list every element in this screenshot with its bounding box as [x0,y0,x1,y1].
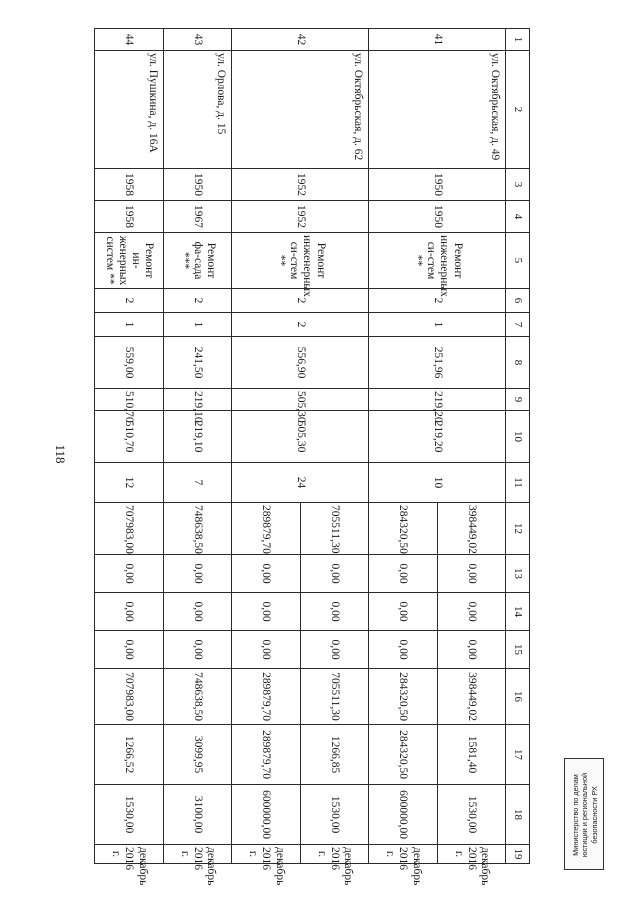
column-number-4: 4 [506,201,530,233]
cell-c15: 0,00 [300,631,369,669]
address: ул. Октябрьская, д. 49 [369,51,506,169]
total-area: 556,90 [232,337,369,389]
column-number-19: 19 [506,845,530,864]
cell-c12: 398449,02 [437,503,506,555]
cell-c17: 1266,52 [95,725,164,785]
year-built: 1952 [232,169,369,201]
column-number-7: 7 [506,313,530,337]
year-overhaul: 1950 [369,201,506,233]
header-row [506,29,530,864]
table-row [163,29,232,864]
column-number-2: 2 [506,51,530,169]
cell-c15: 0,00 [369,631,438,669]
cell-c15: 0,00 [95,631,164,669]
living-area: 219,10 [163,389,232,411]
year-built: 1950 [369,169,506,201]
column-number-5: 5 [506,233,530,289]
residents-count: 12 [95,463,164,503]
cell-c16: 289879,70 [232,669,301,725]
residents-count: 10 [369,463,506,503]
cell-c14: 0,00 [300,593,369,631]
column-6: 2 [232,289,369,313]
table-area [94,28,530,886]
cell-c12: 707983,00 [95,503,164,555]
residential-area: 505,30 [232,411,369,463]
residential-area: 510,70 [95,411,164,463]
register-table [94,28,530,886]
column-7: 1 [163,313,232,337]
cell-c14: 0,00 [437,593,506,631]
cell-c17: 1581,40 [437,725,506,785]
cell-c19: декабрь 2016 г. [369,845,438,864]
year-overhaul: 1958 [95,201,164,233]
cell-c13: 0,00 [300,555,369,593]
column-number-8: 8 [506,337,530,389]
record-number: 41 [369,29,506,51]
year-built: 1950 [163,169,232,201]
column-number-14: 14 [506,593,530,631]
living-area: 510,70 [95,389,164,411]
table-row [437,29,506,864]
work-type: Ремонт инженерных си-стем ** [369,233,506,289]
column-number-6: 6 [506,289,530,313]
cell-c15: 0,00 [163,631,232,669]
work-type: Ремонт инженерных си-стем ** [232,233,369,289]
record-number: 44 [95,29,164,51]
column-number-1: 1 [506,29,530,51]
cell-c13: 0,00 [163,555,232,593]
cell-c18: 1530,00 [95,785,164,845]
column-number-18: 18 [506,785,530,845]
cell-c12: 705511,30 [300,503,369,555]
year-built: 1958 [95,169,164,201]
cell-c14: 0,00 [163,593,232,631]
column-number-13: 13 [506,555,530,593]
column-6: 2 [163,289,232,313]
cell-c14: 0,00 [232,593,301,631]
column-number-11: 11 [506,463,530,503]
column-6: 2 [95,289,164,313]
column-7: 1 [369,313,506,337]
column-7: 1 [95,313,164,337]
column-7: 2 [232,313,369,337]
total-area: 251,96 [369,337,506,389]
total-area: 241,50 [163,337,232,389]
table-row [95,29,164,864]
cell-c16: 705511,30 [300,669,369,725]
cell-c16: 398449,02 [437,669,506,725]
cell-c12: 748638,50 [163,503,232,555]
cell-c17: 284320,50 [369,725,438,785]
cell-c18: 600000,00 [232,785,301,845]
cell-c14: 0,00 [95,593,164,631]
cell-c18: 600000,00 [369,785,438,845]
column-6: 2 [369,289,506,313]
cell-c16: 707983,00 [95,669,164,725]
column-number-17: 17 [506,725,530,785]
work-type: Ремонт фа-сада *** [163,233,232,289]
cell-c19: декабрь 2016 г. [95,845,164,864]
cell-c12: 284320,50 [369,503,438,555]
cell-c13: 0,00 [437,555,506,593]
table-row [300,29,369,864]
work-type: Ремонт ин-женерных систем ** [95,233,164,289]
living-area: 219,20 [369,389,506,411]
cell-c17: 1266,85 [300,725,369,785]
address: ул. Пушкина, д. 16А [95,51,164,169]
cell-c18: 1530,00 [437,785,506,845]
year-overhaul: 1967 [163,201,232,233]
residents-count: 24 [232,463,369,503]
cell-c19: декабрь 2016 г. [163,845,232,864]
cell-c15: 0,00 [437,631,506,669]
cell-c16: 284320,50 [369,669,438,725]
cell-c19: декабрь 2016 г. [300,845,369,864]
cell-c14: 0,00 [369,593,438,631]
column-number-9: 9 [506,389,530,411]
address: ул. Орлова, д. 15 [163,51,232,169]
cell-c18: 1530,00 [300,785,369,845]
cell-c15: 0,00 [232,631,301,669]
cell-c12: 289879,70 [232,503,301,555]
record-number: 43 [163,29,232,51]
cell-c19: декабрь 2016 г. [437,845,506,864]
column-number-3: 3 [506,169,530,201]
residents-count: 7 [163,463,232,503]
cell-c17: 289879,70 [232,725,301,785]
living-area: 505,30 [232,389,369,411]
column-number-12: 12 [506,503,530,555]
ministry-stamp [564,758,604,870]
record-number: 42 [232,29,369,51]
cell-c13: 0,00 [95,555,164,593]
column-number-15: 15 [506,631,530,669]
cell-c19: декабрь 2016 г. [232,845,301,864]
total-area: 559,00 [95,337,164,389]
cell-c13: 0,00 [232,555,301,593]
stamp-text: Министерство по делам юстиции и региональной безопасности РХ [571,772,599,858]
column-number-10: 10 [506,411,530,463]
address: ул. Октябрьская, д. 62 [232,51,369,169]
cell-c16: 748638,50 [163,669,232,725]
residential-area: 219,20 [369,411,506,463]
residential-area: 219,10 [163,411,232,463]
column-number-16: 16 [506,669,530,725]
page-number: 118 [53,444,68,464]
cell-c17: 3099,95 [163,725,232,785]
year-overhaul: 1952 [232,201,369,233]
cell-c18: 3100,00 [163,785,232,845]
cell-c13: 0,00 [369,555,438,593]
